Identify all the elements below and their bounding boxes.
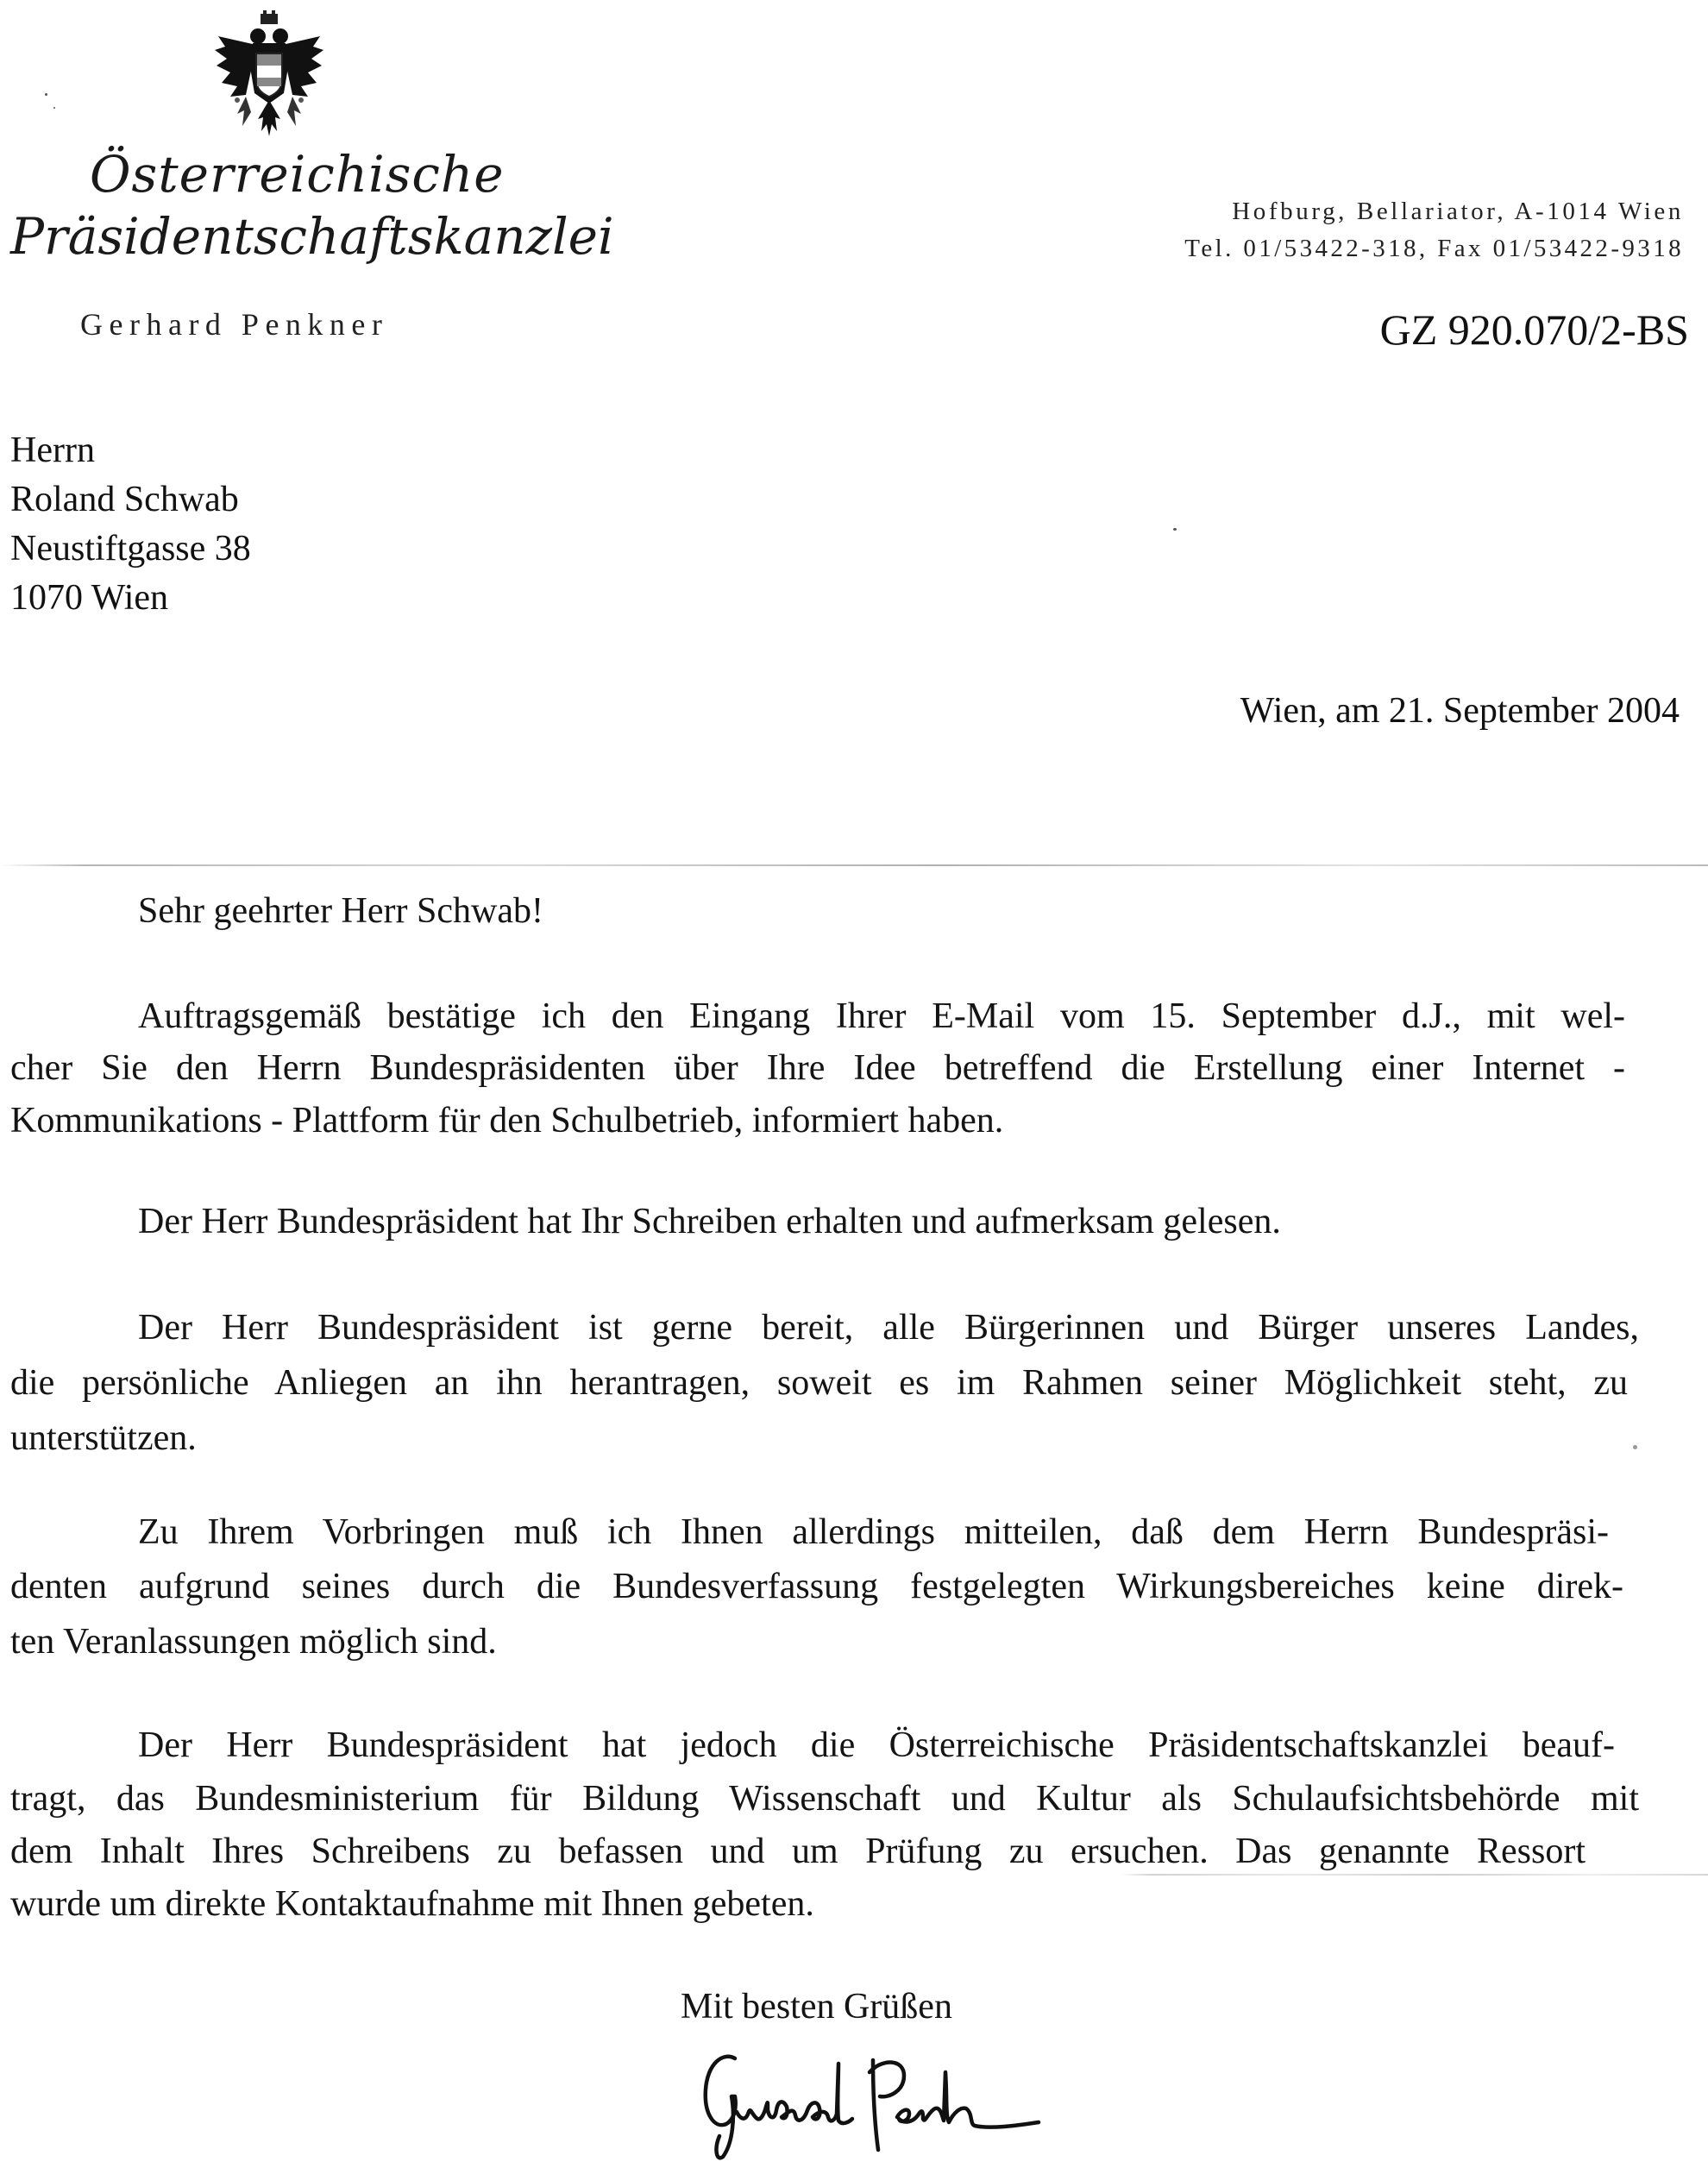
paragraph-line: Auftragsgemäß bestätige ich den Eingang Ihrer E-Mail vom 15. September d.J., mit wel- [138, 996, 1625, 1036]
paragraph-line: dem Inhalt Ihres Schreibens zu befassen und um Prüfung zu ersuchen. Das genannte Ressort [10, 1832, 1586, 1871]
paragraph-line: wurde um direkte Kontaktaufnahme mit Ihnen gebeten. [10, 1884, 814, 1924]
institution-name-line1: Österreichische [90, 145, 505, 204]
reference-number: GZ 920.070/2-BS [1379, 305, 1689, 354]
salutation: Sehr geehrter Herr Schwab! [138, 891, 543, 931]
paragraph-line: Kommunikations - Plattform für den Schulbetrieb, informiert haben. [10, 1101, 1004, 1141]
scan-speck [1173, 528, 1177, 531]
scan-speck [45, 93, 47, 96]
paragraph-line: unterstützen. [10, 1418, 197, 1458]
handwritten-signature [697, 2046, 1068, 2164]
paragraph-line: denten aufgrund seines durch die Bundesverfassung festgelegten Wirkungsbereiches keine direk- [10, 1567, 1623, 1606]
recipient-line: Neustiftgasse 38 [10, 529, 251, 569]
paragraph-line: Zu Ihrem Vorbringen muß ich Ihnen allerdings mitteilen, daß dem Herrn Bundespräsi- [138, 1512, 1609, 1552]
closing: Mit besten Grüßen [681, 1987, 952, 2027]
institution-name-line2: Präsidentschaftskanzlei [10, 207, 614, 266]
paragraph-line: cher Sie den Herrn Bundespräsidenten über Ihre Idee betreffend die Erstellung einer Internet - [10, 1048, 1625, 1088]
institution-contact: Tel. 01/53422-318, Fax 01/53422-9318 [1184, 235, 1684, 262]
paragraph-line: tragt, das Bundesministerium für Bildung Wissenschaft und Kultur als Schulaufsichtsbehörde mit [10, 1779, 1639, 1819]
paragraph-line: ten Veranlassungen möglich sind. [10, 1622, 497, 1662]
paragraph-line: die persönliche Anliegen an ihn herantragen, soweit es im Rahmen seiner Möglichkeit steht, zu [10, 1363, 1628, 1403]
paragraph-line: Der Herr Bundespräsident hat Ihr Schreiben erhalten und aufmerksam gelesen. [138, 1202, 1281, 1241]
austrian-eagle-icon [211, 10, 327, 138]
scan-speck [53, 107, 55, 109]
scan-speck [1633, 1445, 1637, 1449]
paper-fold-line [0, 864, 1708, 866]
paper-fold-line [1121, 1874, 1708, 1876]
sender-name: Gerhard Penkner [80, 307, 389, 342]
letter-date: Wien, am 21. September 2004 [1240, 691, 1680, 731]
recipient-line: Herrn [10, 430, 95, 470]
recipient-line: 1070 Wien [10, 578, 169, 618]
institution-address: Hofburg, Bellariator, A-1014 Wien [1232, 198, 1684, 225]
paragraph-line: Der Herr Bundespräsident hat jedoch die Österreichische Präsidentschaftskanzlei beauf- [138, 1725, 1615, 1765]
recipient-line: Roland Schwab [10, 480, 239, 519]
paragraph-line: Der Herr Bundespräsident ist gerne bereit, alle Bürgerinnen und Bürger unseres Landes, [138, 1308, 1639, 1348]
